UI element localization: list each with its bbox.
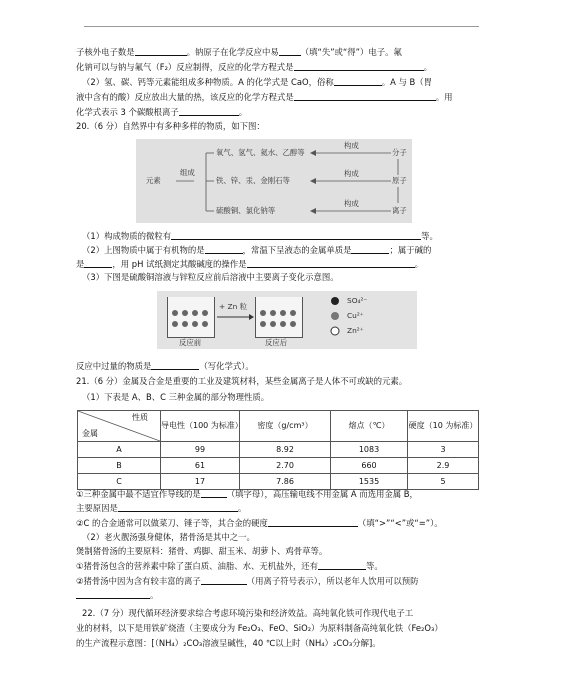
answer-blank[interactable]	[135, 47, 187, 56]
q20-2-line1: （2）上图物质中属于有机物的是 ，常温下呈液态的金属单质是 ；属于碱的	[82, 245, 432, 255]
answer-blank[interactable]	[201, 489, 227, 498]
header-property: 性质	[132, 413, 148, 422]
cell-value: 17	[161, 474, 240, 490]
legend-zinc: Zn²⁺	[347, 326, 364, 335]
arrow-label-1: 构成	[344, 141, 359, 150]
q21-2-ingredients: 煲制猪骨汤的主要原料：猪骨、鸡脚、甜玉米、胡萝卜、鸡骨草等。	[76, 546, 328, 556]
metal-name: A	[78, 442, 161, 458]
cell-value: 99	[161, 442, 240, 458]
q21-1: （1）下表是 A、B、C 三种金属的部分物理性质。	[82, 392, 270, 402]
page-top-rule	[84, 26, 479, 27]
cell-value: 61	[161, 458, 240, 474]
cell-value: 8.92	[240, 442, 331, 458]
answer-blank[interactable]	[201, 576, 247, 585]
q21-2-b-cont: 。	[76, 590, 158, 599]
q21-1-a: ①三种金属中最不适宜作导线的是 （填字母），高压输电线不用金属 A 而选用金属 B，	[76, 489, 418, 499]
answer-blank[interactable]	[351, 245, 389, 254]
cell-value: 660	[331, 458, 408, 474]
q20-2-line2: 是 ，用 pH 试纸测定其酸碱度的操作是 。	[76, 259, 423, 269]
cell-value: 1535	[331, 474, 408, 490]
label-molecule: 分子	[392, 148, 407, 157]
label-compose: 组成	[180, 168, 195, 177]
answer-blank[interactable]	[268, 518, 358, 527]
q21-1-b: ②C 的合金通常可以做菜刀、锤子等，其合金的硬度 （填“>”“<”或“=”）。	[76, 518, 443, 528]
label-atom: 原子	[392, 176, 407, 185]
substance-composition-diagram	[136, 139, 412, 223]
answer-blank[interactable]	[247, 259, 415, 268]
cell-value: 1083	[331, 442, 408, 458]
q22-line2: 业的材料，以下是用铁矿烧渣（主要成分为 Fe₂O₃、FeO、SiO₂）为原料制备高纯氧化铁（Fe₂O₃）	[76, 623, 443, 633]
metal-name: B	[78, 458, 161, 474]
substance-row-molecular: 氧气、氢气、氦水、乙醇等	[216, 148, 305, 157]
column-header: 硬度（10 为标准）	[408, 411, 479, 442]
q22-line1: 22.（7 分）现代循环经济要求综合考虑环境污染和经济效益。高纯氧化铁可作现代电子工	[82, 608, 414, 618]
q21-title: 21.（6 分）金属及合金是重要的工业及建筑材料，某些金属离子是人体不可或缺的元素。	[76, 376, 408, 386]
arrow-label-3: 构成	[344, 199, 359, 208]
q21-2-a: ①猪骨汤包含的营养素中除了蛋白质、油脂、水、无机盐外，还有 等。	[76, 561, 383, 571]
metal-properties-table	[77, 410, 479, 490]
q19-line5: 化学式表示 3 个碳酸根离子 。	[76, 107, 248, 117]
q21-2: （2）老火靓汤强身健体，猪骨汤是其中之一。	[82, 532, 255, 542]
column-header: 导电性（100 为标准）	[161, 411, 240, 442]
answer-blank[interactable]	[294, 62, 424, 71]
table-row	[78, 474, 479, 490]
label-ion: 离子	[392, 206, 407, 215]
cell-value: 3	[408, 442, 479, 458]
table-corner-cell	[78, 411, 161, 442]
header-metal: 金属	[82, 429, 98, 438]
answer-blank[interactable]	[171, 231, 421, 240]
metal-name: C	[78, 474, 161, 490]
reaction-ion-diagram	[157, 291, 417, 349]
before-label: 反应前	[179, 338, 202, 347]
add-zinc-label: + Zn 粒	[219, 302, 248, 311]
q19-line2: 化钠可以与钠与氟气（F₂）反应制得，反应的化学方程式是 。	[76, 62, 432, 72]
q21-2-b: ②猪骨汤中因为含有较丰富的离子 （用离子符号表示），所以老年人饮用可以预防	[76, 576, 419, 586]
answer-blank[interactable]	[76, 590, 150, 599]
q20-3: （3）下图是硫酸铜溶液与锌粒反应前后溶液中主要离子变化示意图。	[82, 272, 339, 282]
table-row	[78, 442, 479, 458]
q20-title: 20.（6 分）自然界中有多种多样的物质，如下图：	[76, 121, 265, 131]
substance-row-atomic: 铁、锌、汞、金刚石等	[216, 176, 290, 185]
cell-value: 7.86	[240, 474, 331, 490]
column-header: 熔点（℃）	[331, 411, 408, 442]
q20-1: （1）构成物质的微粒有 等。	[82, 231, 438, 241]
legend-copper: Cu²⁺	[347, 311, 364, 320]
answer-blank[interactable]	[151, 361, 199, 370]
q20-3-answer: 反应中过量的物质是 （写化学式）。	[76, 361, 254, 371]
legend-sulfate: SO₄²⁻	[347, 296, 368, 305]
label-element: 元素	[146, 176, 161, 185]
cell-value: 5	[408, 474, 479, 490]
answer-blank[interactable]	[84, 259, 112, 268]
q22-line3: 的生产流程示意图：[（NH₄）₂CO₃溶液呈碱性，40 ℃以上时（NH₄）₂CO₃分解]。	[76, 638, 381, 648]
table-row	[78, 458, 479, 474]
q19-line4: 液中含有的酸）反应放出大量的热，该反应的化学方程式是 。用	[76, 92, 453, 102]
cell-value: 2.9	[408, 458, 479, 474]
answer-blank[interactable]	[118, 503, 238, 512]
column-header: 密度（g/cm³）	[240, 411, 331, 442]
answer-blank[interactable]	[318, 561, 366, 570]
q19-line1: 子核外电子数是 。钠原子在化学反应中易 （填“失”或“得”）电子。氟	[76, 47, 402, 57]
q19-line3: （2）氢、碳、钙等元素能组成多种物质。A 的化学式是 CaO，俗称 。A 与 B（胃	[82, 77, 433, 87]
q21-1-a-reason: 主要原因是 。	[76, 503, 247, 513]
substance-row-ionic: 硫酸铜、氯化钠等	[216, 206, 276, 215]
answer-blank[interactable]	[334, 77, 382, 86]
answer-blank[interactable]	[179, 107, 239, 116]
answer-blank[interactable]	[205, 245, 243, 254]
cell-value: 2.70	[240, 458, 331, 474]
answer-blank[interactable]	[279, 47, 301, 56]
answer-blank[interactable]	[294, 92, 436, 101]
arrow-label-2: 构成	[344, 169, 359, 178]
after-label: 反应后	[265, 338, 288, 347]
